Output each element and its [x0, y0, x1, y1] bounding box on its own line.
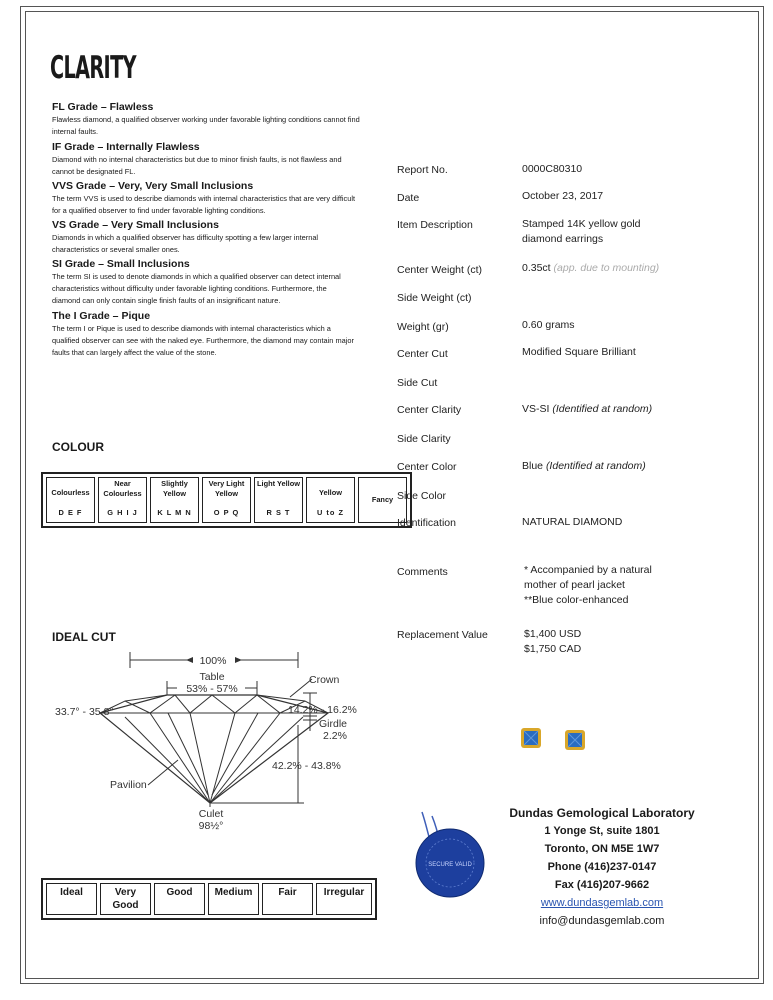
earring-right-stone — [565, 730, 585, 750]
label-culet: Culet — [198, 808, 224, 820]
grade-heading-si: SI Grade – Small Inclusions — [52, 258, 190, 270]
arrow-left-icon — [186, 657, 193, 663]
cut-cell-medium: Medium — [208, 883, 259, 915]
label-item-description: Item Description — [397, 219, 473, 231]
label-table: Table — [199, 671, 225, 683]
label-date: Date — [397, 192, 420, 204]
cut-cell-fair: Fair — [262, 883, 313, 915]
grade-heading-if: IF Grade – Internally Flawless — [52, 141, 200, 153]
value-center-color: Blue (Identified at random) — [522, 460, 646, 472]
value-comments: * Accompanied by a natural mother of pearl jacket **Blue color-enhanced — [524, 564, 652, 606]
value-replacement-value: $1,400 USD $1,750 CAD — [524, 628, 582, 655]
lab-address-line1: 1 Yonge St, suite 1801 — [544, 825, 660, 837]
grade-desc-vs: Diamonds in which a qualified observer has difficulty spotting a few larger internal characteristics or several smaller ones. — [52, 233, 319, 254]
cut-scale — [41, 878, 377, 920]
value-center-clarity: VS-SI (Identified at random) — [522, 403, 653, 415]
lab-info — [452, 804, 752, 930]
value-center-weight: 0.35ct (app. due to mounting) — [522, 262, 660, 274]
hologram-text: SECURE VALID — [428, 862, 472, 868]
arrow-right-icon — [235, 657, 242, 663]
label-culet-value: 98½° — [198, 820, 224, 832]
earrings-photo — [514, 722, 594, 758]
grade-desc-i: The term I or Pique is used to describe diamonds with internal characteristics which a qualified observer can see with the naked eye. Furthermore, the diamond may contain major faults that can largely affect the value of the stone. — [52, 324, 354, 357]
lab-website-link[interactable]: www.dundasgemlab.com — [540, 897, 664, 909]
label-total-width: 100% — [199, 655, 227, 667]
label-crown: Crown — [309, 674, 340, 686]
value-identification: NATURAL DIAMOND — [522, 516, 623, 528]
value-report-no: 0000C80310 — [522, 163, 583, 175]
label-center-weight: Center Weight (ct) — [397, 264, 482, 276]
label-side-color: Side Color — [397, 490, 447, 502]
cut-cell-ideal: Ideal — [46, 883, 97, 915]
earring-left-stone — [521, 728, 541, 748]
label-crown-angle: 33.7° - 35.8° — [55, 706, 114, 718]
grade-desc-si: The term SI is used to denote diamonds in which a qualified observer can detect internal characteristics without difficulty under favorable lighting conditions. Furthermore, the diamond can only contain single finish faults of an insignificant nature. — [52, 272, 341, 305]
grade-heading-vvs: VVS Grade – Very, Very Small Inclusions — [52, 180, 254, 192]
label-center-color: Center Color — [397, 461, 457, 473]
cut-cell-irregular: Irregular — [316, 883, 372, 915]
grade-heading-fl: FL Grade – Flawless — [52, 101, 154, 113]
clarity-title: CLARITY — [50, 50, 136, 86]
grade-desc-if: Diamond with no internal characteristics but due to minor finish faults, is not flawless and cannot be designated FL. — [52, 155, 342, 176]
label-side-cut: Side Cut — [397, 377, 438, 389]
lab-address-line2: Toronto, ON M5E 1W7 — [544, 843, 660, 855]
colour-cell-near-colourless: Near Colourless G H I J — [98, 477, 147, 523]
value-weight: 0.60 grams — [522, 319, 575, 331]
colour-cell-colourless: Colourless D E F — [46, 477, 95, 523]
colour-cell-very-light-yellow: Very Light Yellow O P Q — [202, 477, 251, 523]
value-item-description: Stamped 14K yellow gold diamond earrings — [522, 218, 641, 245]
lab-fax: Fax (416)207-9662 — [554, 879, 650, 891]
ideal-cut-title: IDEAL CUT — [52, 630, 116, 644]
grade-heading-vs: VS Grade – Very Small Inclusions — [52, 219, 219, 231]
label-weight: Weight (gr) — [397, 321, 449, 333]
colour-cell-yellow: Yellow U to Z — [306, 477, 355, 523]
lab-email[interactable]: info@dundasgemlab.com — [539, 915, 665, 927]
cut-cell-very-good: Very Good — [100, 883, 151, 915]
label-side-weight: Side Weight (ct) — [397, 292, 472, 304]
diamond-proportions-diagram — [40, 645, 380, 835]
label-center-clarity: Center Clarity — [397, 404, 462, 416]
value-date: October 23, 2017 — [522, 190, 604, 202]
label-report-no: Report No. — [397, 164, 448, 176]
grade-desc-vvs: The term VVS is used to describe diamonds with internal characteristics that are very difficult for a qualified observer to find under favorable lighting conditions. — [52, 194, 356, 215]
colour-cell-light-yellow: Light Yellow R S T — [254, 477, 303, 523]
value-center-cut: Modified Square Brilliant — [522, 346, 636, 358]
lab-phone: Phone (416)237-0147 — [547, 861, 657, 873]
colour-cell-slightly-yellow: Slightly Yellow K L M N — [150, 477, 199, 523]
label-girdle-value: 2.2% — [323, 730, 347, 742]
label-pavilion: Pavilion — [110, 779, 147, 791]
grade-desc-fl: Flawless diamond, a qualified observer working under favorable lighting conditions cannot find internal faults. — [52, 115, 360, 136]
label-table-range: 53% - 57% — [186, 683, 238, 695]
grade-heading-i: The I Grade – Pique — [52, 310, 151, 322]
colour-cell-fancy: Fancy — [358, 477, 407, 523]
label-crown-height: 14.2% - 16.2% — [288, 704, 357, 716]
label-comments: Comments — [397, 566, 448, 578]
label-replacement-value: Replacement Value — [397, 629, 488, 641]
colour-scale — [41, 472, 412, 528]
label-identification: Identification — [397, 517, 456, 529]
cut-cell-good: Good — [154, 883, 205, 915]
colour-title: COLOUR — [52, 440, 104, 454]
label-pavilion-depth: 42.2% - 43.8% — [272, 760, 341, 772]
label-side-clarity: Side Clarity — [397, 433, 451, 445]
lab-name: Dundas Gemological Laboratory — [509, 806, 695, 820]
label-center-cut: Center Cut — [397, 348, 448, 360]
label-girdle: Girdle — [319, 718, 348, 730]
